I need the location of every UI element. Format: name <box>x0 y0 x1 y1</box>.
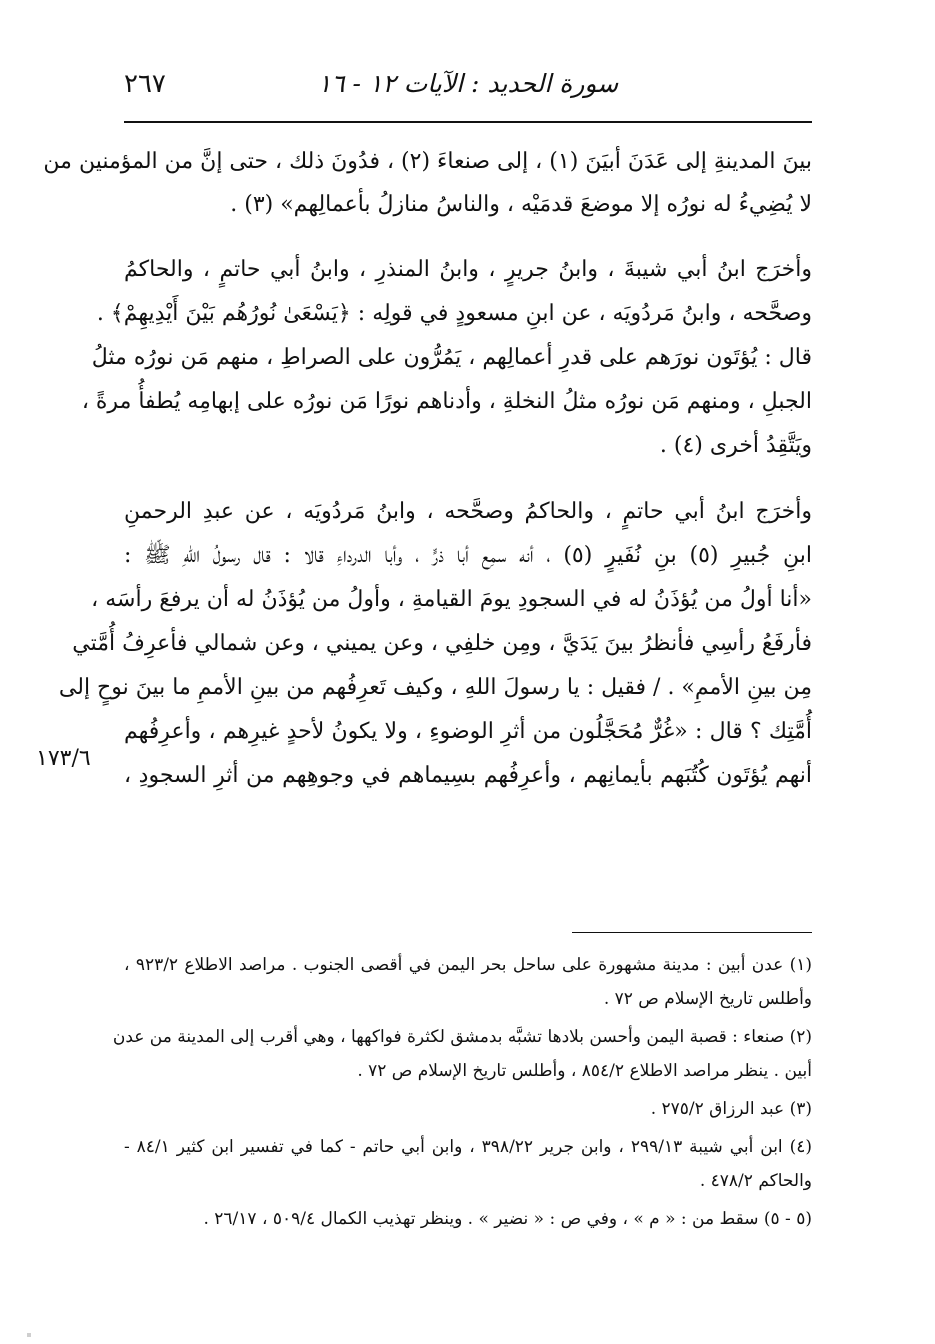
footnote-5 <box>124 1202 812 1236</box>
footnote-line: (٢) صنعاء : قصبة اليمن وأحسن بلادها تشبَّه بدمشق لكثرة فواكهها ، وهي أقرب إلى المدينة من عدن <box>112 1027 812 1047</box>
text-line: لا يُضِيءُ له نورُه إلا موضعَ قدمَيْه ، والناسُ منازلُ بأعمالِهم» (٣) . <box>230 192 812 217</box>
footnote-3 <box>124 1092 812 1126</box>
text-line: قال : يُؤتَون نورَهم على قدرِ أعمالِهم ، يَمُرُّون على الصراطِ ، منهم مَن نورُه مثلُ <box>91 345 812 370</box>
text-line: فأرفَعُ رأسِي فأنظرُ بينَ يَدَيَّ ، ومِن خلفِي ، وعن يميني ، وعن شمالي فأعرِفُ أُمَّتي <box>72 631 812 656</box>
header-divider <box>124 121 812 123</box>
footnotes <box>112 948 813 1240</box>
paragraph-1 <box>43 140 812 226</box>
footnote-line: أبين . ينظر مراصد الاطلاع ٨٥٤/٢ ، وأطلس تاريخ الإسلام ص ٧٢ . <box>357 1061 812 1081</box>
footnote-4 <box>124 1130 812 1198</box>
footnote-2 <box>112 1020 812 1088</box>
text-line: وصحَّحه ، وابنُ مَردُويَه ، عن ابنِ مسعودٍ في قولِه : ﴿يَسْعَىٰ نُورُهُم بَيْنَ أَيْدِيهِمْ﴾ . <box>96 301 812 326</box>
footnote-1 <box>124 948 812 1016</box>
page-number: ٢٦٧ <box>124 69 166 99</box>
text-line: أنهم يُؤتَون كُتُبَهم بأيمانِهم ، وأعرِفُهم بسِيماهم في وجوهِهم من أثرِ السجودِ ، <box>124 763 812 788</box>
footnote-line: وأطلس تاريخ الإسلام ص ٧٢ . <box>603 989 812 1009</box>
running-title: سورة الحديد : الآيات ١٢ - ١٦ <box>317 69 619 98</box>
text-line: مِن بينِ الأممِ» . / فقيل : يا رسولَ اللهِ ، وكيف تَعرِفُهم من بينِ الأممِ ما بينَ نوحٍ إلى <box>58 675 812 700</box>
text-line: وأخرَج ابنُ أبي حاتمٍ ، والحاكمُ وصحَّحه ، وابنُ مَردُويَه ، عن عبدِ الرحمنِ <box>124 499 813 524</box>
scan-speck <box>27 1333 31 1337</box>
text-line: بينَ المدينةِ إلى عَدَنَ أبيَنَ (١) ، إلى صنعاءَ (٢) ، فدُونَ ذلك ، حتى إنَّ من المؤمنين من <box>43 149 812 174</box>
footnote-line: (٤) ابن أبي شيبة ٢٩٩/١٣ ، وابن جرير ٣٩٨/٢٢ ، وابن أبي حاتم - كما في تفسير ابن كثير ٨٤/١ - <box>124 1137 812 1157</box>
margin-reference: ١٧٣/٦ <box>36 746 91 771</box>
running-header <box>124 66 812 110</box>
footnote-line: (٣) عبد الرزاق ٢٧٥/٢ . <box>650 1099 812 1119</box>
text-line: أُمَّتِك ؟ قال : «غُرٌّ مُحَجَّلُون من أثرِ الوضوءِ ، ولا يكونُ لأحدٍ غيرِهم ، وأعرِفُهم <box>124 719 812 744</box>
paragraph-2 <box>81 248 812 468</box>
footnote-line: والحاكم ٤٧٨/٢ . <box>699 1171 812 1191</box>
footnote-divider <box>572 932 812 933</box>
text-line: وأخرَج ابنُ أبي شيبةَ ، وابنُ جريرٍ ، وابنُ المنذرِ ، وابنُ أبي حاتمٍ ، والحاكمُ <box>124 257 812 282</box>
text-line: الجبلِ ، ومنهم مَن نورُه مثلُ النخلةِ ، وأدناهم نورًا مَن نورُه على إبهامِه يُطفأُ مرةً ، <box>81 389 812 414</box>
footnote-line: (٥ - ٥) سقط من : « م » ، وفي ص : « نضير » . وينظر تهذيب الكمال ٥٠٩/٤ ، ٢٦/١٧ . <box>203 1209 812 1229</box>
text-line: «أنا أولُ من يُؤذَنُ له في السجودِ يومَ القيامةِ ، وأولُ من يُؤذَنُ له أن يرفعَ رأسَه ، <box>91 587 812 612</box>
text-line: ابنِ جُبيرِ (٥) بنِ نُفَيرٍ (٥) ، أنه سمِع أبا ذرٍّ ، وأبا الدرداءِ قالا : قال رسولُ اللهِ ﷺ : <box>124 543 812 568</box>
footnote-line: (١) عدن أبين : مدينة مشهورة على ساحل بحر اليمن في أقصى الجنوب . مراصد الاطلاع ٩٢٣/٢ ، <box>124 955 813 975</box>
text-line: ويَتَّقِدُ أخرى (٤) . <box>659 433 812 458</box>
